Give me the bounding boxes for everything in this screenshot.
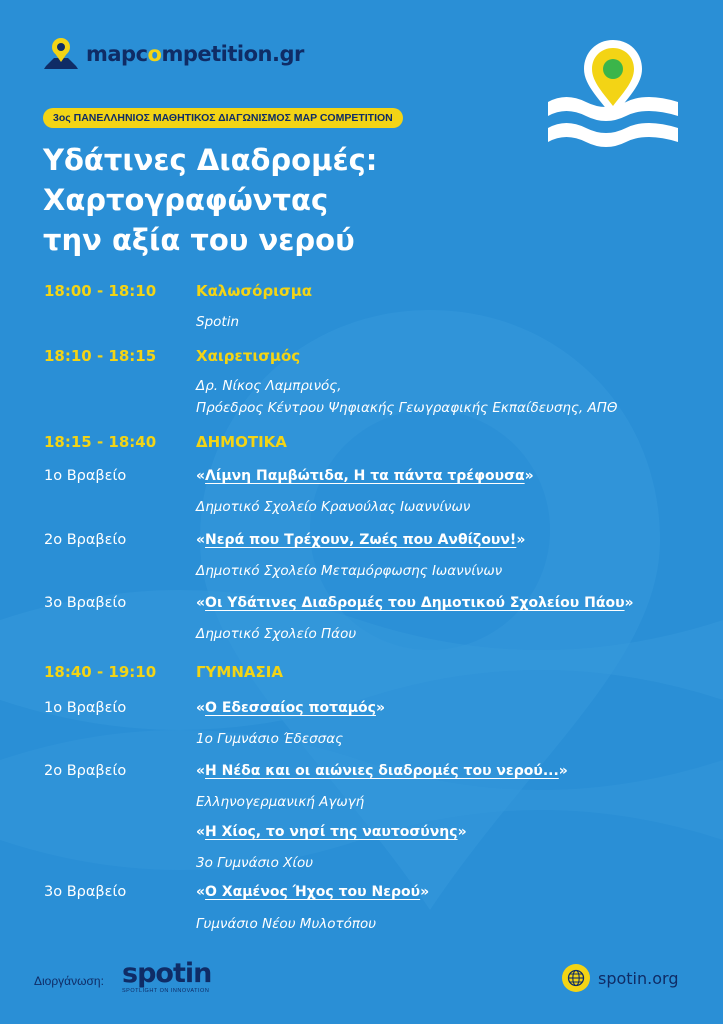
school-name: 1ο Γυμνάσιο Έδεσσας: [196, 731, 344, 747]
pin-waves-icon: [546, 36, 680, 150]
competition-badge: 3ος ΠΑΝΕΛΛΗΝΙΟΣ ΜΑΘΗΤΙΚΟΣ ΔΙΑΓΩΝΙΣΜΟΣ MAP COMPETITION: [43, 108, 403, 128]
project-link[interactable]: «Ο Εδεσσαίος ποταμός»: [196, 700, 385, 716]
map-pin-logo-icon: [40, 36, 82, 72]
website-url: spotin.org: [598, 968, 679, 988]
agenda-time: 18:10 - 18:15: [44, 347, 157, 365]
brand-name: mapcompetition.gr: [86, 42, 304, 66]
agenda-item-title: Καλωσόρισμα: [196, 282, 313, 300]
spotin-logo[interactable]: [122, 960, 211, 994]
agenda-time: 18:40 - 19:10: [44, 663, 157, 681]
project-link[interactable]: «Ο Χαμένος Ήχος του Νερού»: [196, 884, 430, 900]
prize-label: 1ο Βραβείο: [44, 700, 127, 716]
project-link[interactable]: «Οι Υδάτινες Διαδρομές του Δημοτικού Σχολείου Πάου»: [196, 595, 634, 611]
spotin-tagline: SPOTLIGHT ON INNOVATION: [122, 988, 210, 994]
agenda-time: 18:15 - 18:40: [44, 433, 157, 451]
school-name: Γυμνάσιο Νέου Μυλοτόπου: [196, 916, 377, 932]
school-name: Δημοτικό Σχολείο Κρανούλας Ιωαννίνων: [196, 499, 471, 515]
globe-icon: [562, 964, 590, 992]
section-heading: ΓΥΜΝΑΣΙΑ: [196, 663, 283, 681]
organizer-label: Διοργάνωση:: [34, 974, 104, 988]
section-heading: ΔΗΜΟΤΙΚΑ: [196, 433, 287, 451]
agenda-time: 18:00 - 18:10: [44, 282, 157, 300]
mapcompetition-logo[interactable]: [40, 36, 304, 72]
agenda-speaker: Δρ. Νίκος Λαμπρινός,: [196, 378, 342, 394]
agenda-speaker-role: Πρόεδρος Κέντρου Ψηφιακής Γεωγραφικής Εκπαίδευσης, ΑΠΘ: [196, 400, 618, 416]
page-title: [43, 140, 503, 260]
prize-label: 1ο Βραβείο: [44, 468, 127, 484]
prize-label: 3ο Βραβείο: [44, 595, 127, 611]
project-link[interactable]: «Λίμνη Παμβώτιδα, Η τα πάντα τρέφουσα»: [196, 468, 534, 484]
school-name: 3ο Γυμνάσιο Χίου: [196, 855, 314, 871]
title-line: την αξία του νερού: [43, 223, 355, 257]
school-name: Δημοτικό Σχολείο Πάου: [196, 626, 357, 642]
agenda-speaker: Spotin: [196, 314, 239, 330]
title-line: Χαρτογραφώντας: [43, 183, 329, 217]
project-link[interactable]: «Η Νέδα και οι αιώνιες διαδρομές του νερού...»: [196, 763, 568, 779]
agenda-item-title: Χαιρετισμός: [196, 347, 301, 365]
school-name: Ελληνογερμανική Αγωγή: [196, 794, 365, 810]
project-link[interactable]: «Η Χίος, το νησί της ναυτοσύνης»: [196, 824, 467, 840]
title-line: Υδάτινες Διαδρομές:: [43, 143, 378, 177]
prize-label: 3ο Βραβείο: [44, 884, 127, 900]
prize-label: 2ο Βραβείο: [44, 532, 127, 548]
project-link[interactable]: «Νερά που Τρέχουν, Ζωές που Ανθίζουν!»: [196, 532, 526, 548]
school-name: Δημοτικό Σχολείο Μεταμόρφωσης Ιωαννίνων: [196, 563, 503, 579]
spotin-wordmark: spotin: [122, 958, 212, 989]
website-link[interactable]: [562, 964, 678, 992]
prize-label: 2ο Βραβείο: [44, 763, 127, 779]
